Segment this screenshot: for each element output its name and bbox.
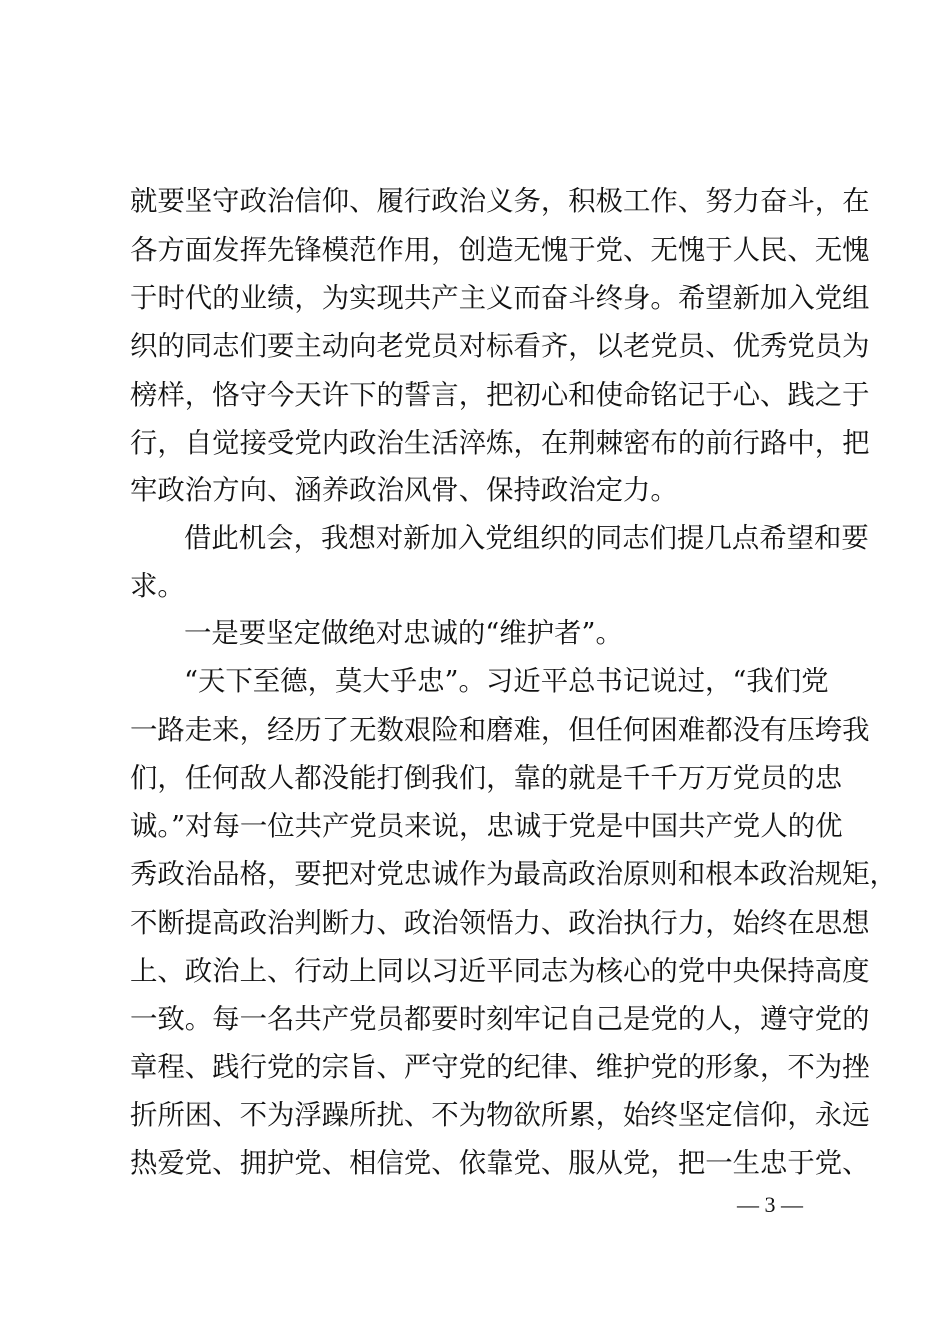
- paragraph-line: 榜样，恪守今天许下的誓言，把初心和使命铭记于心、践之于: [130, 380, 870, 411]
- paragraph-line: 上、政治上、行动上同以习近平同志为核心的党中央保持高度: [130, 956, 870, 987]
- paragraph-line: 一路走来，经历了无数艰险和磨难，但任何困难都没有压垮我: [130, 715, 870, 746]
- paragraph-line: 牢政治方向、涵养政治风骨、保持政治定力。: [130, 475, 678, 506]
- page-number: — 3 —: [737, 1192, 803, 1217]
- paragraph-line: 折所困、不为浮躁所扰、不为物欲所累，始终坚定信仰，永远: [130, 1100, 870, 1131]
- paragraph-line: 织的同志们要主动向老党员对标看齐，以老党员、优秀党员为: [130, 331, 870, 362]
- paragraph-line: 就要坚守政治信仰、履行政治义务，积极工作、努力奋斗，在: [130, 186, 870, 217]
- paragraph-line: 一致。每一名共产党员都要时刻牢记自己是党的人，遵守党的: [130, 1004, 870, 1035]
- paragraph-line: 秀政治品格，要把对党忠诚作为最高政治原则和根本政治规矩，: [130, 859, 897, 890]
- paragraph-line: 热爱党、拥护党、相信党、依靠党、服从党，把一生忠于党、: [130, 1148, 870, 1179]
- paragraph-line: “天下至德，莫大乎忠”。习近平总书记说过，“我们党: [184, 666, 829, 697]
- paragraph-line: 们，任何敌人都没能打倒我们，靠的就是千千万万党员的忠: [130, 763, 843, 794]
- paragraph-line: 求。: [130, 571, 185, 602]
- paragraph-line: 于时代的业绩，为实现共产主义而奋斗终身。希望新加入党组: [130, 283, 870, 314]
- paragraph-line: 章程、践行党的宗旨、严守党的纪律、维护党的形象，不为挫: [130, 1052, 870, 1083]
- paragraph-line: 诚。”对每一位共产党员来说，忠诚于党是中国共产党人的优: [130, 811, 843, 842]
- paragraph-line: 行，自觉接受党内政治生活淬炼，在荆棘密布的前行路中，把: [130, 428, 870, 459]
- section-heading: 一是要坚定做绝对忠诚的“维护者”。: [184, 618, 623, 649]
- paragraph-line: 借此机会，我想对新加入党组织的同志们提几点希望和要: [184, 523, 869, 554]
- paragraph-line: 各方面发挥先锋模范作用，创造无愧于党、无愧于人民、无愧: [130, 235, 870, 266]
- paragraph-line: 不断提高政治判断力、政治领悟力、政治执行力，始终在思想: [130, 908, 870, 939]
